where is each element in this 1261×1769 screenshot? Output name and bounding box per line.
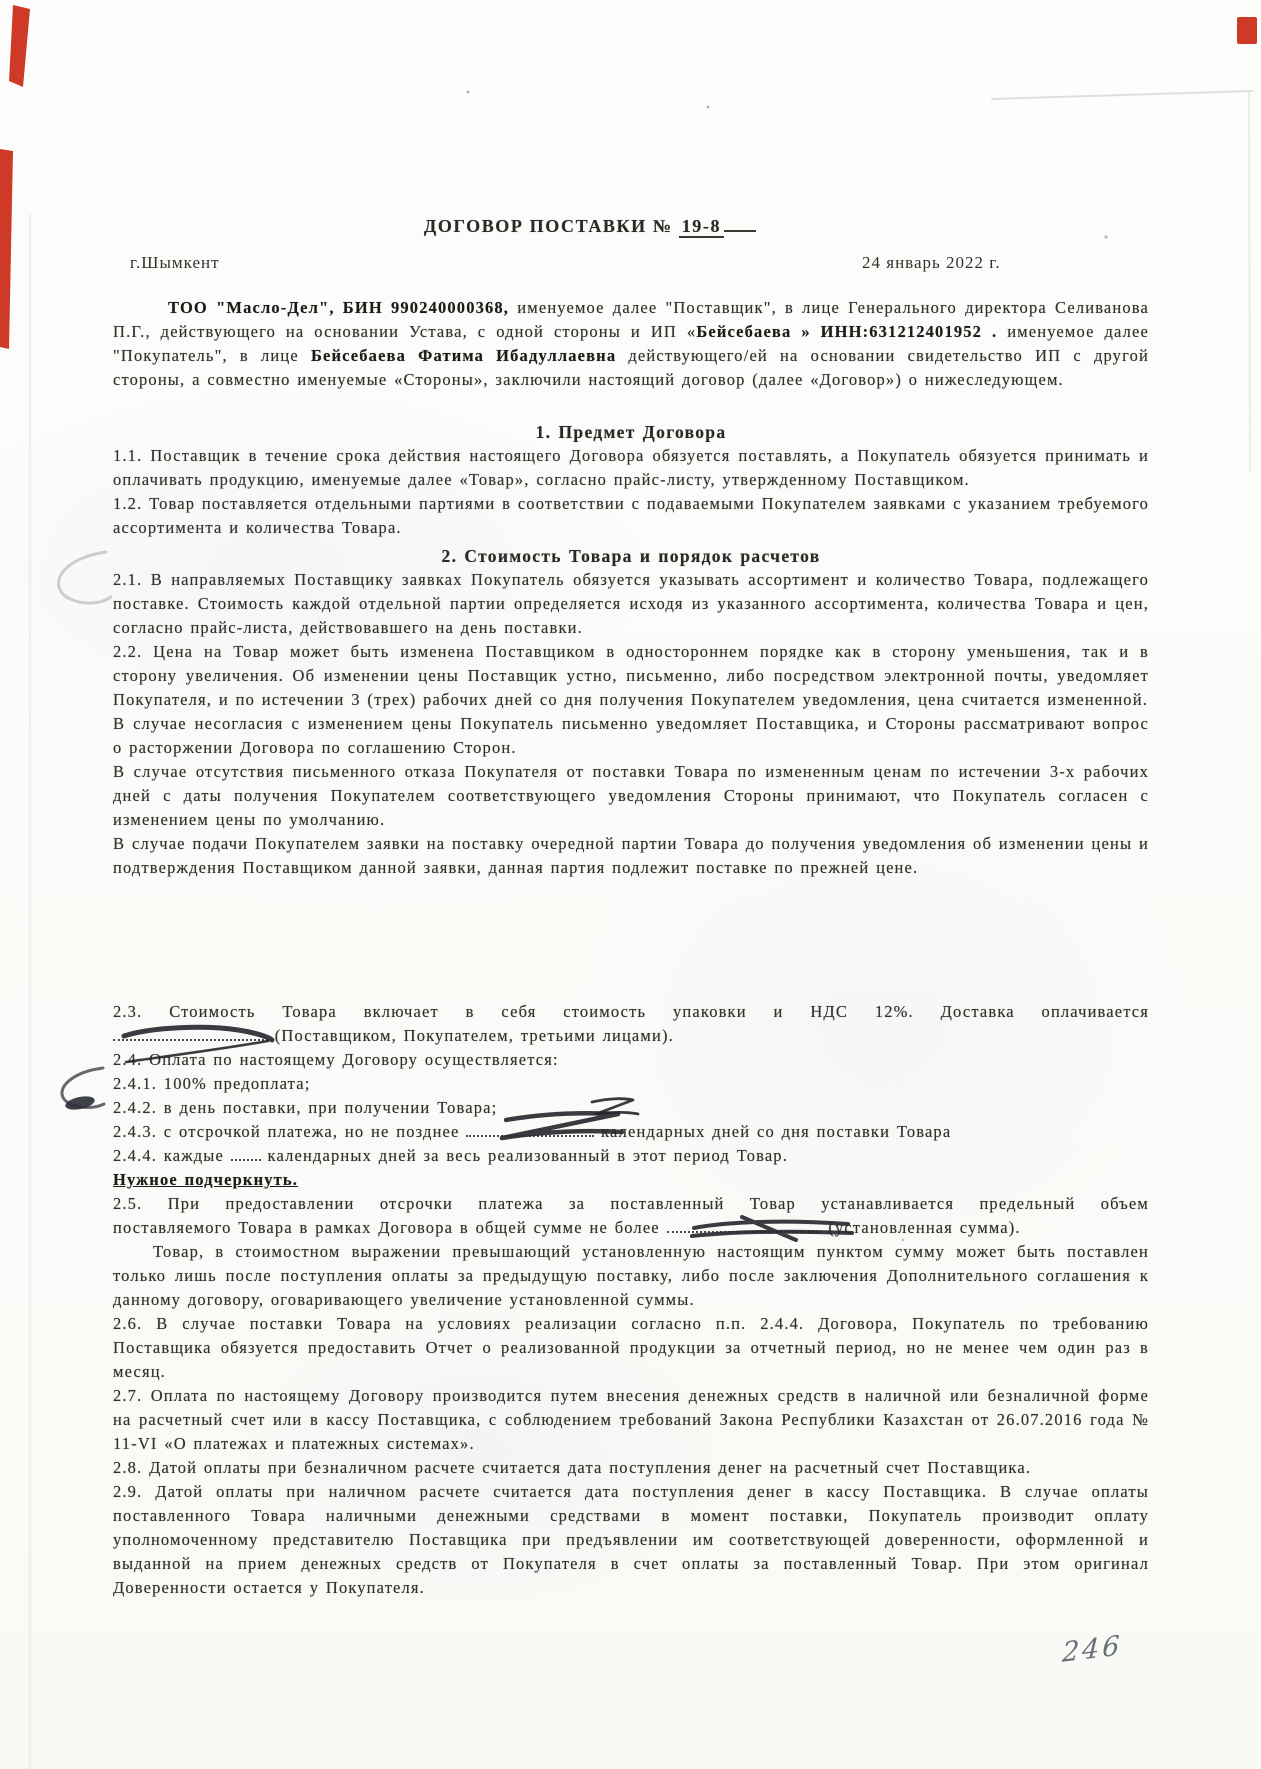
paragraph xyxy=(113,1384,1149,1456)
paragraph xyxy=(113,1096,1149,1120)
text-run: ТОО "Масло-Дел", БИН 990240000368, xyxy=(168,298,510,317)
red-scan-artifact-top-right xyxy=(1237,17,1257,44)
paragraph xyxy=(113,568,1149,640)
contract-city: г.Шымкент xyxy=(130,253,220,272)
text-run: 1. Предмет Договора xyxy=(535,422,727,442)
blank-line xyxy=(231,1146,261,1161)
paragraph xyxy=(113,1240,1149,1312)
text-run: 2.3. Стоимость Товара включает в себя стоимость упаковки и НДС 12%. Доставка оплачивается xyxy=(113,1002,1149,1021)
text-run: календарных дней за весь реализованный в этот период Товар. xyxy=(260,1146,788,1165)
paragraph xyxy=(113,1024,1149,1048)
red-scan-artifact-top-left xyxy=(9,5,30,87)
text-run: 1.1. Поставщик в течение срока действия настоящего Договора обязуется поставлять, а Покупатель обязуется принимать и оплачивать продукцию, именуемые далее «Товар», согласно прайс-листу, утвержденному Поставщиком. xyxy=(113,446,1149,489)
section-preamble-and-subject xyxy=(113,296,1149,1000)
text-run: ИНН:631212401952 . xyxy=(820,322,998,341)
paragraph xyxy=(113,492,1149,540)
text-run: 2.7. Оплата по настоящему Договору производится путем внесения денежных средств в наличной или безналичной форме на расчетный счет или в кассу Поставщика, с соблюдением требований Закона Республики Казахстан от 26.07.2016 года № 11-VI «О платежах и платежных системах». xyxy=(113,1386,1149,1453)
paragraph xyxy=(113,1480,1149,1600)
text-run: 2.6. В случае поставки Товара на условиях реализации согласно п.п. 2.4.4. Договора, Покупатель по требованию Поставщика обязуется предоставить Отчет о реализованной продукции за отчетный период, но не менее чем один раз в месяц. xyxy=(113,1314,1149,1381)
text-run: 1.2. Товар поставляется отдельными партиями в соответствии с подаваемыми Покупателем заявками с указанием требуемого ассортимента и количества Товара. xyxy=(113,494,1149,537)
text-run: поставляемого Товара в рамках Договора в общей сумме не более xyxy=(113,1218,667,1237)
paragraph xyxy=(113,832,1149,880)
text-run: действующего/ей на основании свидетельство ИП с другой стороны, а совместно именуемые «Стороны», заключили настоящий договор (далее «Договор») о нижеследующем. xyxy=(113,346,1149,389)
blank-line xyxy=(113,1026,268,1041)
scan-speck xyxy=(707,106,710,109)
text-run: В случае подачи Покупателем заявки на поставку очередной партии Товара до получения уведомления об изменении цены и подтверждения Поставщиком данной заявки, данная партия подлежит поставке по прежней цене. xyxy=(113,834,1149,877)
contract-body xyxy=(113,296,1149,1600)
paragraph xyxy=(113,640,1149,712)
text-run: Товар, в стоимостном выражении превышающий установленную настоящим пунктом сумму может быть поставлен только лишь после поступления оплаты за предыдущую поставку, либо после заключения Дополнительного соглашения к данному договору, оговаривающего увеличение установленной суммы. xyxy=(113,1242,1149,1309)
paragraph xyxy=(113,1216,1149,1240)
text-run: (Поставщиком, Покупателем, третьими лицами). xyxy=(268,1026,674,1045)
blank-line xyxy=(466,1122,594,1137)
handwritten-page-number: 246 xyxy=(1061,1630,1124,1669)
paragraph xyxy=(113,444,1149,492)
text-run: 2.2. Цена на Товар может быть изменена Поставщиком в одностороннем порядке как в сторону уменьшения, так и в сторону увеличения. Об изменении цены Поставщик устно, письменно, либо посредством электронной почты, уведомляет Покупателя, и по истечении 3 (трех) рабочих дней со дня получения Покупателем уведомления, цена считается измененной. xyxy=(113,642,1149,709)
text-run: 2. Стоимость Товара и порядок расчетов xyxy=(441,546,821,566)
paragraph xyxy=(113,1144,1149,1168)
text-run: 2.4.1. 100% предоплата; xyxy=(113,1074,311,1093)
text-run: Бейсебаева Фатима Ибадуллаевна xyxy=(310,346,617,365)
paragraph xyxy=(113,1456,1149,1480)
page-right-edge-line xyxy=(1249,92,1250,470)
text-run: Нужное подчеркнуть. xyxy=(113,1170,299,1189)
paragraph xyxy=(113,296,1149,392)
paragraph xyxy=(113,1072,1149,1096)
contract-title xyxy=(70,216,1110,237)
text-run: календарных дней со дня поставки Товара xyxy=(594,1122,952,1141)
paragraph xyxy=(113,760,1149,832)
text-run: В случае несогласия с изменением цены Покупатель письменно уведомляет Поставщика, и Стороны рассматривают вопрос о расторжении Договора по соглашению Сторон. xyxy=(113,714,1149,757)
margin-smudge-dark xyxy=(62,1068,104,1107)
text-run: именуемое далее "Поставщик", в лице Генерального директора Селиванова П.Г., действующего на основании Устава, с одной стороны и ИП « xyxy=(113,298,1149,341)
text-run: 2.4.3. с отсрочкой платежа, но не позднее xyxy=(113,1122,467,1141)
paper-crease-line xyxy=(992,91,1252,99)
contract-number: 19-8 xyxy=(679,216,724,238)
text-run: 2.5. При предоставлении отсрочки платежа за поставленный Товар устанавливается предельный объем xyxy=(113,1194,1149,1213)
section-heading xyxy=(113,420,1149,444)
text-run: В случае отсутствия письменного отказа Покупателя от поставки Товара по измененным ценам по истечении 3-х рабочих дней с даты получения Покупателем соответствующего уведомления Стороны принимают, что Покупатель согласен с изменением цены по умолчанию. xyxy=(113,762,1149,829)
text-run: 2.4.4. каждые xyxy=(113,1146,231,1165)
ink-blot xyxy=(64,1094,96,1112)
text-run: 2.8. Датой оплаты при безналичном расчете считается дата поступления денег на расчетный счет Поставщика. xyxy=(113,1458,1032,1477)
margin-smudge-light xyxy=(59,552,111,603)
text-run: 2.9. Датой оплаты при наличном расчете считается дата поступления денег в кассу Поставщика. В случае оплаты поставленного Товара наличными денежными средствами в момент поставки, Покупатель производит оплату уполномоченному представителю Поставщика при предъявлении им соответствующей доверенности, оформленной и выданной на прием денежных средств от Покупателя в счет оплаты за поставленный Товар. При этом оригинал Доверенности остается у Покупателя. xyxy=(113,1482,1149,1597)
contract-title-label: ДОГОВОР ПОСТАВКИ № xyxy=(423,216,679,236)
paragraph xyxy=(113,1192,1149,1216)
paragraph xyxy=(113,1312,1149,1384)
text-run: 2.1. В направляемых Поставщику заявках Покупатель обязуется указывать ассортимент и количество Товара, подлежащего поставке. Стоимость каждой отдельной партии определяется исходя из указанного ассортимента, количества Товара и цен, согласно прайс-листа, действовавшего на день поставки. xyxy=(113,570,1149,637)
red-scan-artifact-left-edge xyxy=(0,149,13,349)
scan-speck xyxy=(467,91,470,94)
text-run: (установленная сумма). xyxy=(821,1218,1021,1237)
text-run xyxy=(811,322,821,341)
text-run: именуемое далее "Покупатель", в лице xyxy=(113,322,1149,365)
section-payment-options xyxy=(113,1000,1149,1240)
paragraph xyxy=(113,1000,1149,1024)
blank-line xyxy=(667,1218,822,1233)
section-heading xyxy=(113,544,1149,568)
section-payment-terms xyxy=(113,1240,1149,1600)
contract-date: 24 январь 2022 г. xyxy=(862,253,1001,272)
paragraph xyxy=(113,1168,1149,1192)
contract-number-blank-underline xyxy=(724,217,756,232)
text-run: 2.4.2. в день поставки, при получении Товара; xyxy=(113,1098,498,1117)
paragraph xyxy=(113,1048,1149,1072)
text-run: Бейсебаева » xyxy=(696,322,811,341)
paragraph xyxy=(113,712,1149,760)
text-run: 2.4. Оплата по настоящему Договору осуществляется: xyxy=(113,1050,559,1069)
paragraph xyxy=(113,1120,1149,1144)
